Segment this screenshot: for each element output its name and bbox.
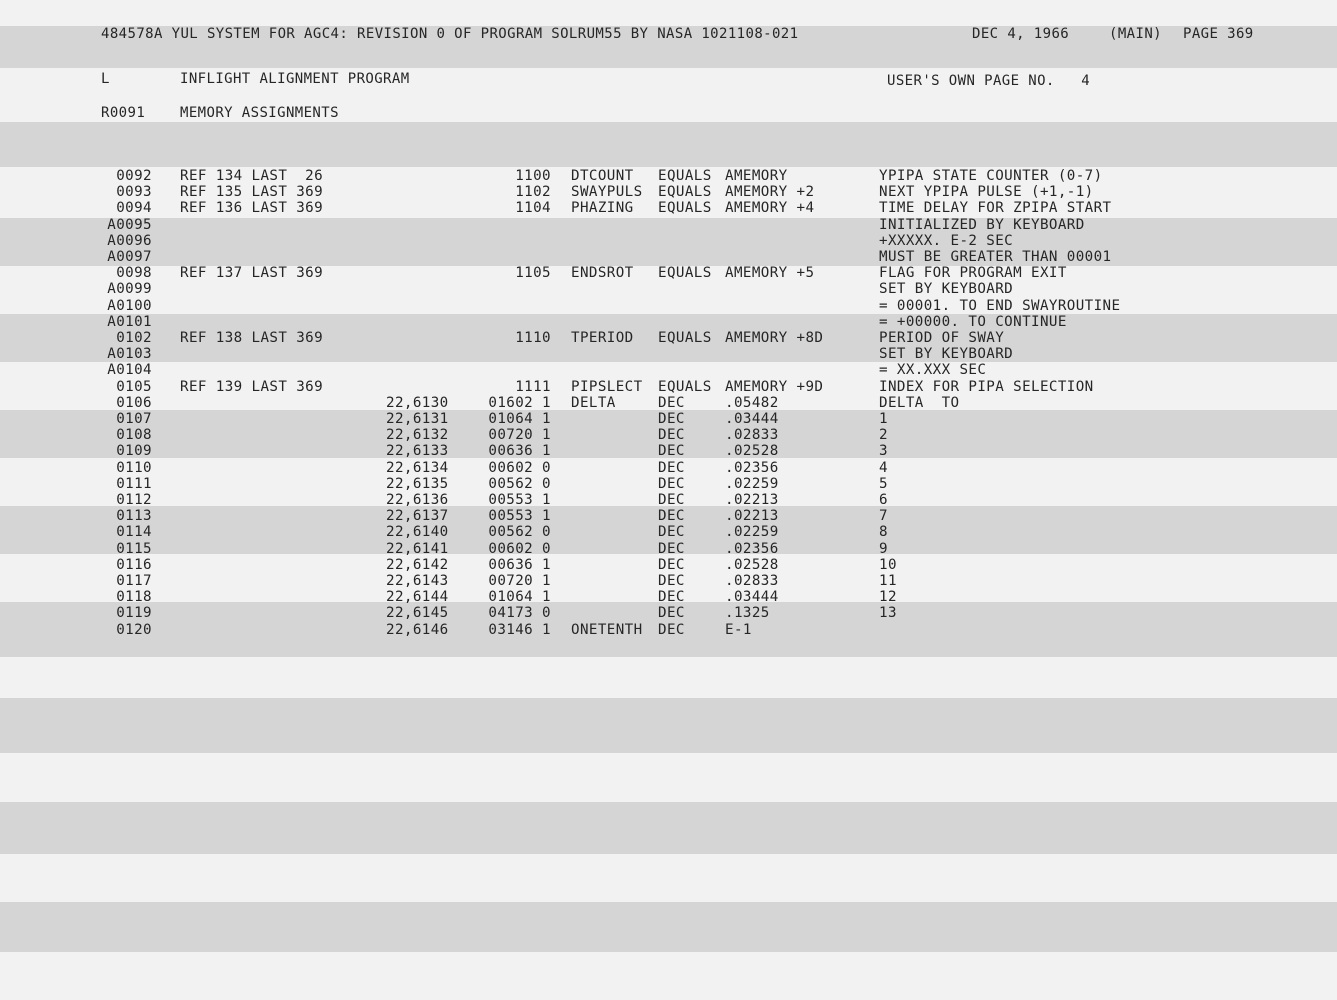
page-number: PAGE 369 <box>1183 26 1254 42</box>
opcode: DEC <box>658 492 685 508</box>
memory-address: 22,6133 <box>386 443 449 459</box>
card-number: A0096 <box>107 233 152 249</box>
octal-value: 04173 0 <box>488 605 551 621</box>
comment: 2 <box>879 427 888 443</box>
card-number: 0115 <box>116 541 152 557</box>
octal-value: 1110 <box>515 330 551 346</box>
operand: AMEMORY +8D <box>725 330 824 346</box>
comment: 6 <box>879 492 888 508</box>
shade-band <box>0 122 1337 167</box>
comment: DELTA TO <box>879 395 960 411</box>
program-title: INFLIGHT ALIGNMENT PROGRAM <box>180 71 410 87</box>
comment: 10 <box>879 557 897 573</box>
operand: AMEMORY <box>725 168 788 184</box>
operand: .02528 <box>725 557 779 573</box>
operand: .02259 <box>725 476 779 492</box>
comment: +XXXXX. E-2 SEC <box>879 233 1014 249</box>
opcode: DEC <box>658 411 685 427</box>
operand: AMEMORY +4 <box>725 200 815 216</box>
octal-value: 01602 1 <box>488 395 551 411</box>
card-number: A0103 <box>107 346 152 362</box>
location-symbol: SWAYPULS <box>571 184 643 200</box>
operand: .02213 <box>725 508 779 524</box>
reference: REF 137 LAST 369 <box>180 265 324 281</box>
comment: = 00001. TO END SWAYROUTINE <box>879 298 1121 314</box>
octal-value: 00553 1 <box>488 508 551 524</box>
memory-address: 22,6140 <box>386 524 449 540</box>
operand: .05482 <box>725 395 779 411</box>
octal-value: 00636 1 <box>488 443 551 459</box>
opcode: DEC <box>658 541 685 557</box>
memory-address: 22,6146 <box>386 622 449 638</box>
reference: REF 135 LAST 369 <box>180 184 324 200</box>
comment: INDEX FOR PIPA SELECTION <box>879 379 1094 395</box>
operand: .03444 <box>725 589 779 605</box>
card-number: 0117 <box>116 573 152 589</box>
shade-band <box>0 698 1337 753</box>
memory-address: 22,6131 <box>386 411 449 427</box>
octal-value: 00602 0 <box>488 460 551 476</box>
card-number: A0097 <box>107 249 152 265</box>
comment: 13 <box>879 605 897 621</box>
operand: .02356 <box>725 460 779 476</box>
card-number: 0110 <box>116 460 152 476</box>
card-number: A0101 <box>107 314 152 330</box>
comment: SET BY KEYBOARD <box>879 346 1014 362</box>
operand: .02213 <box>725 492 779 508</box>
opcode: DEC <box>658 557 685 573</box>
comment: SET BY KEYBOARD <box>879 281 1014 297</box>
comment: 7 <box>879 508 888 524</box>
location-symbol: TPERIOD <box>571 330 634 346</box>
octal-value: 1105 <box>515 265 551 281</box>
reference: REF 139 LAST 369 <box>180 379 324 395</box>
operand: .02833 <box>725 427 779 443</box>
memory-address: 22,6135 <box>386 476 449 492</box>
octal-value: 1104 <box>515 200 551 216</box>
octal-value: 00720 1 <box>488 427 551 443</box>
opcode: DEC <box>658 395 685 411</box>
card-number: 0098 <box>116 265 152 281</box>
card-number: A0104 <box>107 362 152 378</box>
octal-value: 00562 0 <box>488 524 551 540</box>
opcode: EQUALS <box>658 184 712 200</box>
memory-address: 22,6137 <box>386 508 449 524</box>
memory-address: 22,6130 <box>386 395 449 411</box>
operand: .02833 <box>725 573 779 589</box>
octal-value: 1102 <box>515 184 551 200</box>
card-number: 0107 <box>116 411 152 427</box>
log-marker: L <box>101 71 110 87</box>
operand: .02356 <box>725 541 779 557</box>
memory-address: 22,6145 <box>386 605 449 621</box>
location-symbol: PHAZING <box>571 200 634 216</box>
card-number: 0105 <box>116 379 152 395</box>
operand: .02259 <box>725 524 779 540</box>
shade-band <box>0 902 1337 952</box>
memory-address: 22,6141 <box>386 541 449 557</box>
operand: AMEMORY +9D <box>725 379 824 395</box>
card-number: 0093 <box>116 184 152 200</box>
reference: REF 136 LAST 369 <box>180 200 324 216</box>
location-symbol: ONETENTH <box>571 622 643 638</box>
card-number: A0099 <box>107 281 152 297</box>
opcode: DEC <box>658 460 685 476</box>
comment: YPIPA STATE COUNTER (0-7) <box>879 168 1103 184</box>
location-symbol: PIPSLECT <box>571 379 643 395</box>
operand: .03444 <box>725 411 779 427</box>
memory-address: 22,6132 <box>386 427 449 443</box>
card-number: 0109 <box>116 443 152 459</box>
comment: TIME DELAY FOR ZPIPA START <box>879 200 1112 216</box>
card-number: A0100 <box>107 298 152 314</box>
comment: = XX.XXX SEC <box>879 362 987 378</box>
print-date: DEC 4, 1966 <box>972 26 1070 42</box>
shade-band <box>0 218 1337 266</box>
location-symbol: DELTA <box>571 395 616 411</box>
location-symbol: DTCOUNT <box>571 168 634 184</box>
comment: 4 <box>879 460 888 476</box>
memory-address: 22,6142 <box>386 557 449 573</box>
opcode: DEC <box>658 476 685 492</box>
octal-value: 1111 <box>515 379 551 395</box>
comment: INITIALIZED BY KEYBOARD <box>879 217 1085 233</box>
log-section-id: R0091 <box>101 105 146 121</box>
card-number: 0102 <box>116 330 152 346</box>
opcode: EQUALS <box>658 265 712 281</box>
card-number: 0111 <box>116 476 152 492</box>
card-number: 0113 <box>116 508 152 524</box>
reference: REF 134 LAST 26 <box>180 168 324 184</box>
comment: NEXT YPIPA PULSE (+1,-1) <box>879 184 1094 200</box>
memory-address: 22,6136 <box>386 492 449 508</box>
card-number: 0092 <box>116 168 152 184</box>
octal-value: 00636 1 <box>488 557 551 573</box>
system-header-line: 484578A YUL SYSTEM FOR AGC4: REVISION 0 OF PROGRAM SOLRUM55 BY NASA 1021108-021 <box>101 26 799 42</box>
card-number: A0095 <box>107 217 152 233</box>
octal-value: 00602 0 <box>488 541 551 557</box>
comment: 9 <box>879 541 888 557</box>
location-symbol: ENDSROT <box>571 265 634 281</box>
octal-value: 01064 1 <box>488 589 551 605</box>
memory-address: 22,6144 <box>386 589 449 605</box>
opcode: DEC <box>658 573 685 589</box>
operand: .1325 <box>725 605 770 621</box>
octal-value: 01064 1 <box>488 411 551 427</box>
comment: 5 <box>879 476 888 492</box>
section-label: (MAIN) <box>1109 26 1162 42</box>
opcode: DEC <box>658 605 685 621</box>
card-number: 0120 <box>116 622 152 638</box>
comment: 1 <box>879 411 888 427</box>
card-number: 0114 <box>116 524 152 540</box>
comment: 12 <box>879 589 897 605</box>
opcode: DEC <box>658 524 685 540</box>
octal-value: 00720 1 <box>488 573 551 589</box>
shade-band <box>0 802 1337 854</box>
comment: PERIOD OF SWAY <box>879 330 1005 346</box>
opcode: EQUALS <box>658 168 712 184</box>
comment: FLAG FOR PROGRAM EXIT <box>879 265 1067 281</box>
comment: 3 <box>879 443 888 459</box>
opcode: EQUALS <box>658 200 712 216</box>
operand: .02528 <box>725 443 779 459</box>
card-number: 0106 <box>116 395 152 411</box>
users-own-page: USER'S OWN PAGE NO. 4 <box>887 73 1091 89</box>
comment: = +00000. TO CONTINUE <box>879 314 1067 330</box>
card-number: 0094 <box>116 200 152 216</box>
operand: E-1 <box>725 622 752 638</box>
card-number: 0108 <box>116 427 152 443</box>
octal-value: 1100 <box>515 168 551 184</box>
comment: 11 <box>879 573 897 589</box>
opcode: EQUALS <box>658 379 712 395</box>
opcode: DEC <box>658 443 685 459</box>
opcode: DEC <box>658 508 685 524</box>
card-number: 0116 <box>116 557 152 573</box>
octal-value: 00562 0 <box>488 476 551 492</box>
card-number: 0112 <box>116 492 152 508</box>
comment: MUST BE GREATER THAN 00001 <box>879 249 1112 265</box>
opcode: DEC <box>658 589 685 605</box>
card-number: 0119 <box>116 605 152 621</box>
comment: 8 <box>879 524 888 540</box>
octal-value: 00553 1 <box>488 492 551 508</box>
operand: AMEMORY +5 <box>725 265 815 281</box>
memory-address: 22,6134 <box>386 460 449 476</box>
log-section-title: MEMORY ASSIGNMENTS <box>180 105 339 121</box>
opcode: DEC <box>658 427 685 443</box>
opcode: DEC <box>658 622 685 638</box>
opcode: EQUALS <box>658 330 712 346</box>
operand: AMEMORY +2 <box>725 184 815 200</box>
memory-address: 22,6143 <box>386 573 449 589</box>
reference: REF 138 LAST 369 <box>180 330 324 346</box>
card-number: 0118 <box>116 589 152 605</box>
octal-value: 03146 1 <box>488 622 551 638</box>
